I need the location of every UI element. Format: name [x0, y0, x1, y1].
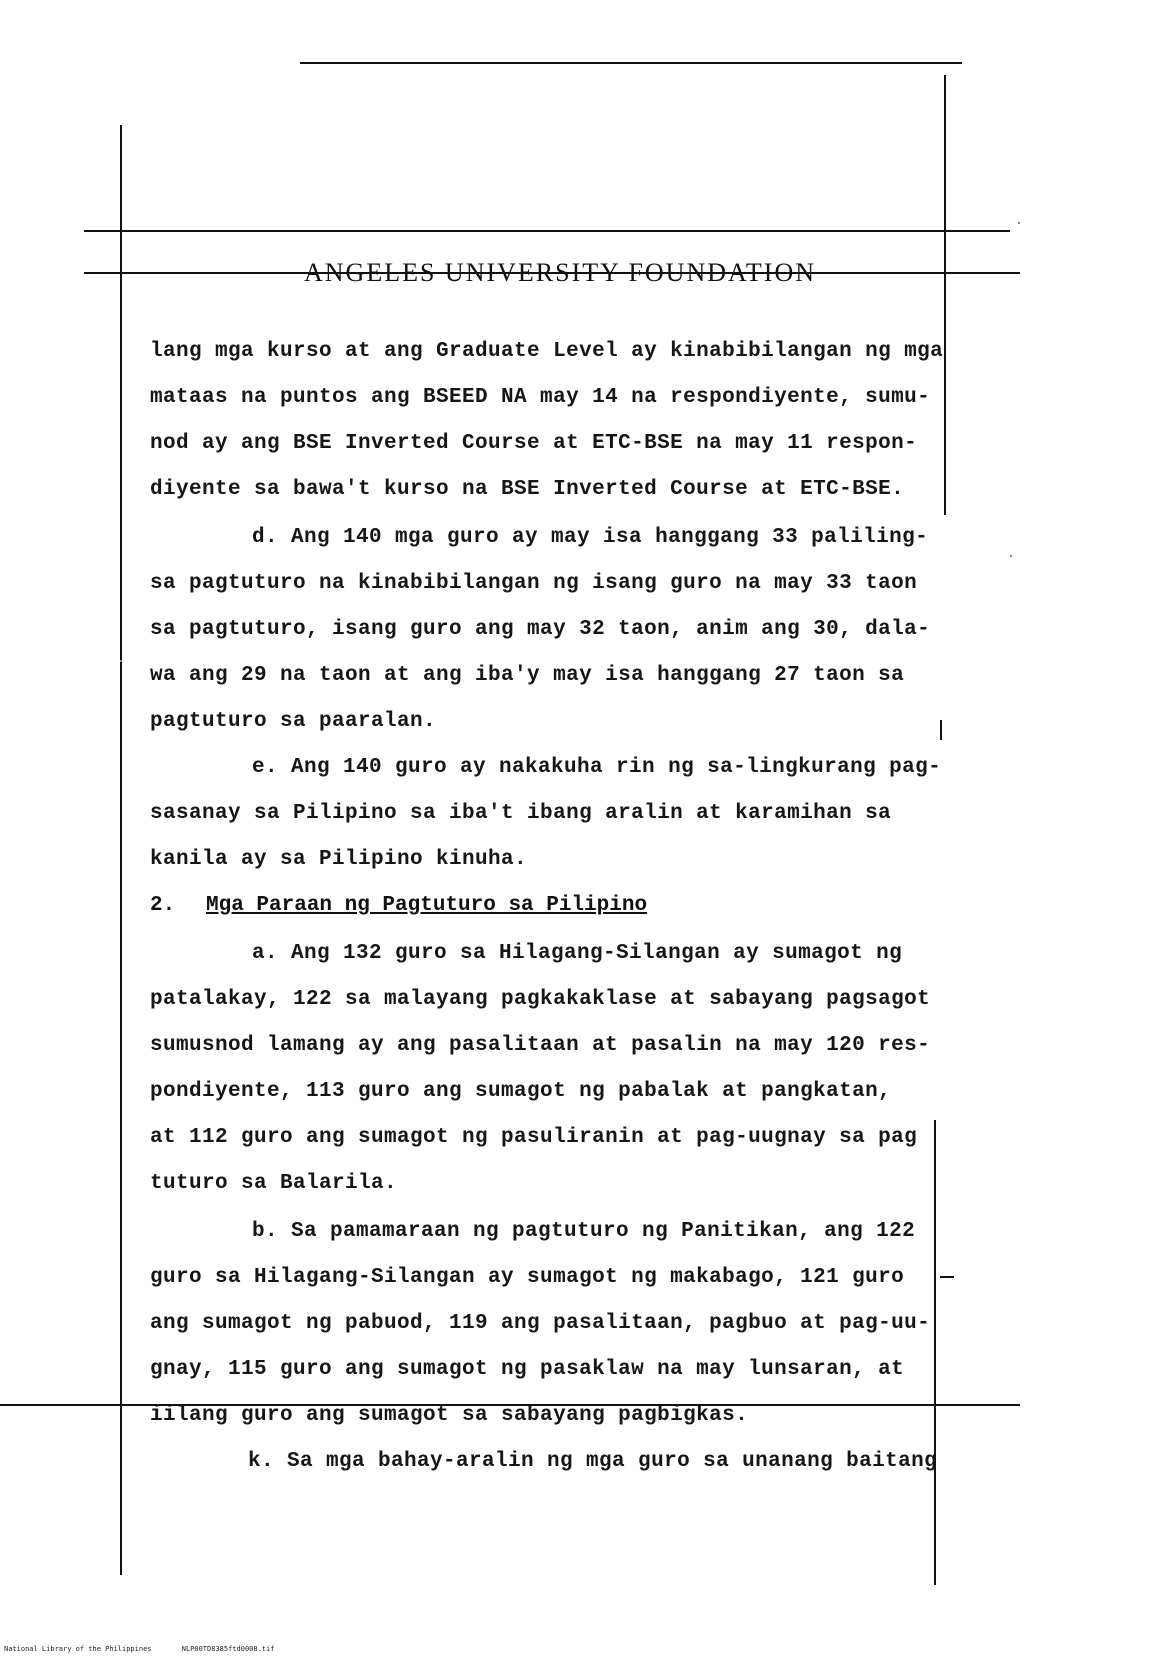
text-line: sasanay sa Pilipino sa iba't ibang aralin at karamihan sa	[150, 802, 892, 825]
top-rule	[300, 62, 962, 64]
text-line: lang mga kurso at ang Graduate Level ay kinabibilangan ng mga	[150, 340, 944, 363]
text-line: a. Ang 132 guro sa Hilagang-Silangan ay sumagot ng	[252, 942, 903, 965]
text-line: sumusnod lamang ay ang pasalitaan at pasalin na may 120 res-	[150, 1034, 931, 1057]
footer-file: NLP00TD8385ftd0008.tif	[181, 1645, 275, 1653]
right-margin-rule-lower	[934, 1120, 936, 1585]
left-margin-rule	[120, 125, 122, 1575]
text-line: sa pagtuturo na kinabibilangan ng isang guro na may 33 taon	[150, 572, 918, 595]
right-tick-mark	[940, 1276, 954, 1278]
scan-speck	[120, 660, 122, 662]
footer-library: National Library of the Philippines	[4, 1645, 152, 1653]
section-title: Mga Paraan ng Pagtuturo sa Pilipino	[206, 894, 648, 917]
text-line: d. Ang 140 mga guro ay may isa hanggang 33 paliling-	[252, 526, 929, 549]
text-line: e. Ang 140 guro ay nakakuha rin ng sa-lingkurang pag-	[252, 756, 942, 779]
text-line: nod ay ang BSE Inverted Course at ETC-BSE na may 11 respon-	[150, 432, 918, 455]
text-line: wa ang 29 na taon at ang iba'y may isa hanggang 27 taon sa	[150, 664, 905, 687]
section-number: 2.	[150, 894, 176, 917]
text-line: k. Sa mga bahay-aralin ng mga guro sa unanang baitang	[248, 1450, 938, 1473]
header-top-rule	[84, 230, 1010, 232]
text-line: gnay, 115 guro ang sumagot ng pasaklaw na may lunsaran, at	[150, 1358, 905, 1381]
text-line: pondiyente, 113 guro ang sumagot ng pabalak at pangkatan,	[150, 1080, 892, 1103]
scan-footer	[4, 1645, 300, 1653]
text-line: patalakay, 122 sa malayang pagkakaklase at sabayang pagsagot	[150, 988, 931, 1011]
text-line: ang sumagot ng pabuod, 119 ang pasalitaan, pagbuo at pag-uu-	[150, 1312, 931, 1335]
text-line: b. Sa pamamaraan ng pagtuturo ng Panitikan, ang 122	[252, 1220, 916, 1243]
text-line: iilang guro ang sumagot sa sabayang pagbigkas.	[150, 1404, 749, 1427]
text-line: at 112 guro ang sumagot ng pasuliranin at pag-uugnay sa pag	[150, 1126, 918, 1149]
text-line: pagtuturo sa paaralan.	[150, 710, 437, 733]
right-margin-rule-upper	[944, 75, 946, 515]
text-line: mataas na puntos ang BSEED NA may 14 na respondiyente, sumu-	[150, 386, 931, 409]
text-line: kanila ay sa Pilipino kinuha.	[150, 848, 528, 871]
scan-speck	[1018, 222, 1020, 224]
right-margin-rule-mid	[940, 720, 942, 740]
text-line: diyente sa bawa't kurso na BSE Inverted Course at ETC-BSE.	[150, 478, 905, 501]
text-line: tuturo sa Balarila.	[150, 1172, 398, 1195]
institution-header: ANGELES UNIVERSITY FOUNDATION	[303, 258, 816, 287]
text-line: guro sa Hilagang-Silangan ay sumagot ng makabago, 121 guro	[150, 1266, 905, 1289]
scan-speck	[1010, 555, 1012, 557]
text-line: sa pagtuturo, isang guro ang may 32 taon, anim ang 30, dala-	[150, 618, 931, 641]
